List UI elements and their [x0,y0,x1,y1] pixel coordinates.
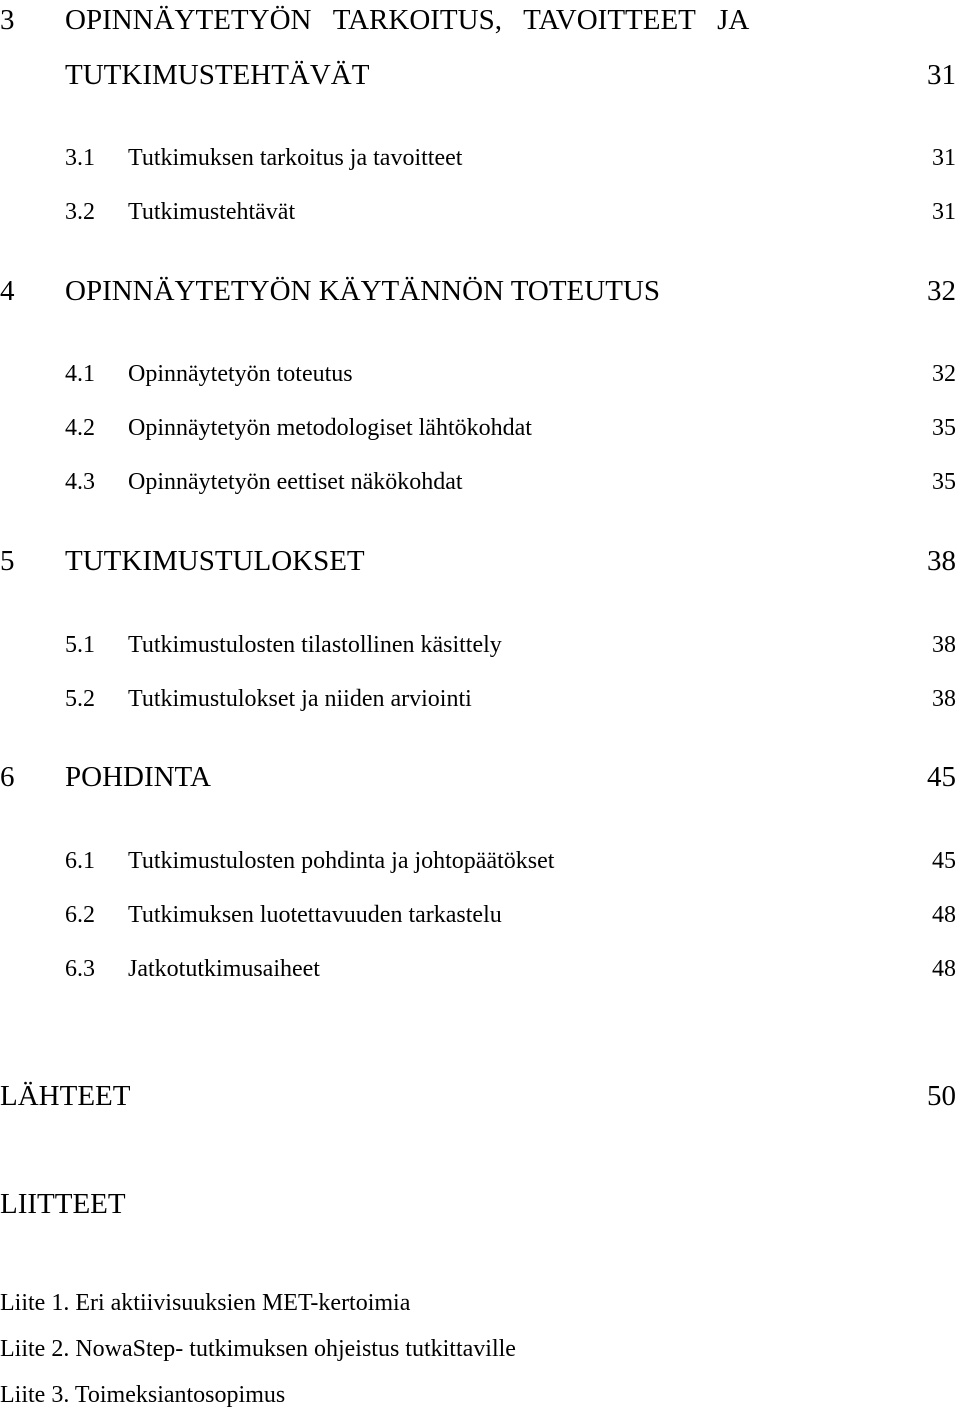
section-title: Tutkimuksen luotettavuuden tarkastelu [128,902,502,928]
page-number: 35 [932,415,956,441]
section-number: 4.3 [65,469,95,495]
section-number: 6.2 [65,902,95,928]
page-number: 32 [927,275,956,307]
chapter-number: 6 [0,761,15,793]
appendices-title: LIITTEET [0,1188,126,1220]
section-number: 3.2 [65,199,95,225]
page-number: 50 [927,1080,956,1112]
appendix-item [0,1283,960,1323]
toc-section-5-1 [0,625,960,665]
page-number: 32 [932,361,956,387]
section-title: Tutkimustulosten tilastollinen käsittely [128,632,502,658]
toc-chapter-3 [0,0,960,40]
toc-section-6-1 [0,841,960,881]
page-number: 48 [932,902,956,928]
toc-section-3-1 [0,138,960,178]
section-title: Opinnäytetyön metodologiset lähtökohdat [128,415,532,441]
page-number: 38 [932,686,956,712]
chapter-number: 4 [0,275,15,307]
section-number: 3.1 [65,145,95,171]
chapter-number: 5 [0,545,15,577]
page-number: 31 [932,145,956,171]
toc-section-6-2 [0,895,960,935]
section-title: Opinnäytetyön toteutus [128,361,353,387]
section-title: Tutkimustulosten pohdinta ja johtopäätökset [128,848,555,874]
page-number: 45 [927,761,956,793]
appendix-item [0,1375,960,1415]
section-number: 6.3 [65,956,95,982]
page-number: 38 [927,545,956,577]
toc-section-4-1 [0,354,960,394]
toc-section-5-2 [0,679,960,719]
toc-chapter-6 [0,757,960,797]
page-number: 45 [932,848,956,874]
page-number: 35 [932,469,956,495]
toc-references [0,1076,960,1116]
section-number: 5.2 [65,686,95,712]
chapter-number: 3 [0,4,15,36]
page-number: 31 [927,59,956,91]
section-number: 4.1 [65,361,95,387]
appendix-label: Liite 3. Toimeksiantosopimus [0,1382,286,1408]
references-title: LÄHTEET [0,1080,131,1112]
chapter-title: POHDINTA [65,761,211,793]
toc-appendices [0,1184,960,1224]
toc-section-4-2 [0,408,960,448]
toc-chapter-4 [0,271,960,311]
section-title: Tutkimustulokset ja niiden arviointi [128,686,472,712]
chapter-title: OPINNÄYTETYÖN KÄYTÄNNÖN TOTEUTUS [65,275,660,307]
appendix-item [0,1329,960,1369]
chapter-title-cont: TUTKIMUSTEHTÄVÄT [65,59,370,91]
section-title: Jatkotutkimusaiheet [128,956,320,982]
section-number: 4.2 [65,415,95,441]
page-number: 48 [932,956,956,982]
page-number: 38 [932,632,956,658]
section-title: Tutkimuksen tarkoitus ja tavoitteet [128,145,463,171]
section-title: Tutkimustehtävät [128,199,296,225]
section-number: 5.1 [65,632,95,658]
toc-chapter-5 [0,541,960,581]
appendix-label: Liite 1. Eri aktiivisuuksien MET-kertoimia [0,1290,411,1316]
chapter-title: OPINNÄYTETYÖN TARKOITUS, TAVOITTEET JA [65,4,750,36]
section-title: Opinnäytetyön eettiset näkökohdat [128,469,463,495]
toc-section-3-2 [0,192,960,232]
toc-chapter-3-cont [0,55,960,95]
appendix-label: Liite 2. NowaStep- tutkimuksen ohjeistus tutkittaville [0,1336,516,1362]
chapter-title: TUTKIMUSTULOKSET [65,545,365,577]
toc-section-4-3 [0,462,960,502]
section-number: 6.1 [65,848,95,874]
toc-section-6-3 [0,949,960,989]
page-number: 31 [932,199,956,225]
